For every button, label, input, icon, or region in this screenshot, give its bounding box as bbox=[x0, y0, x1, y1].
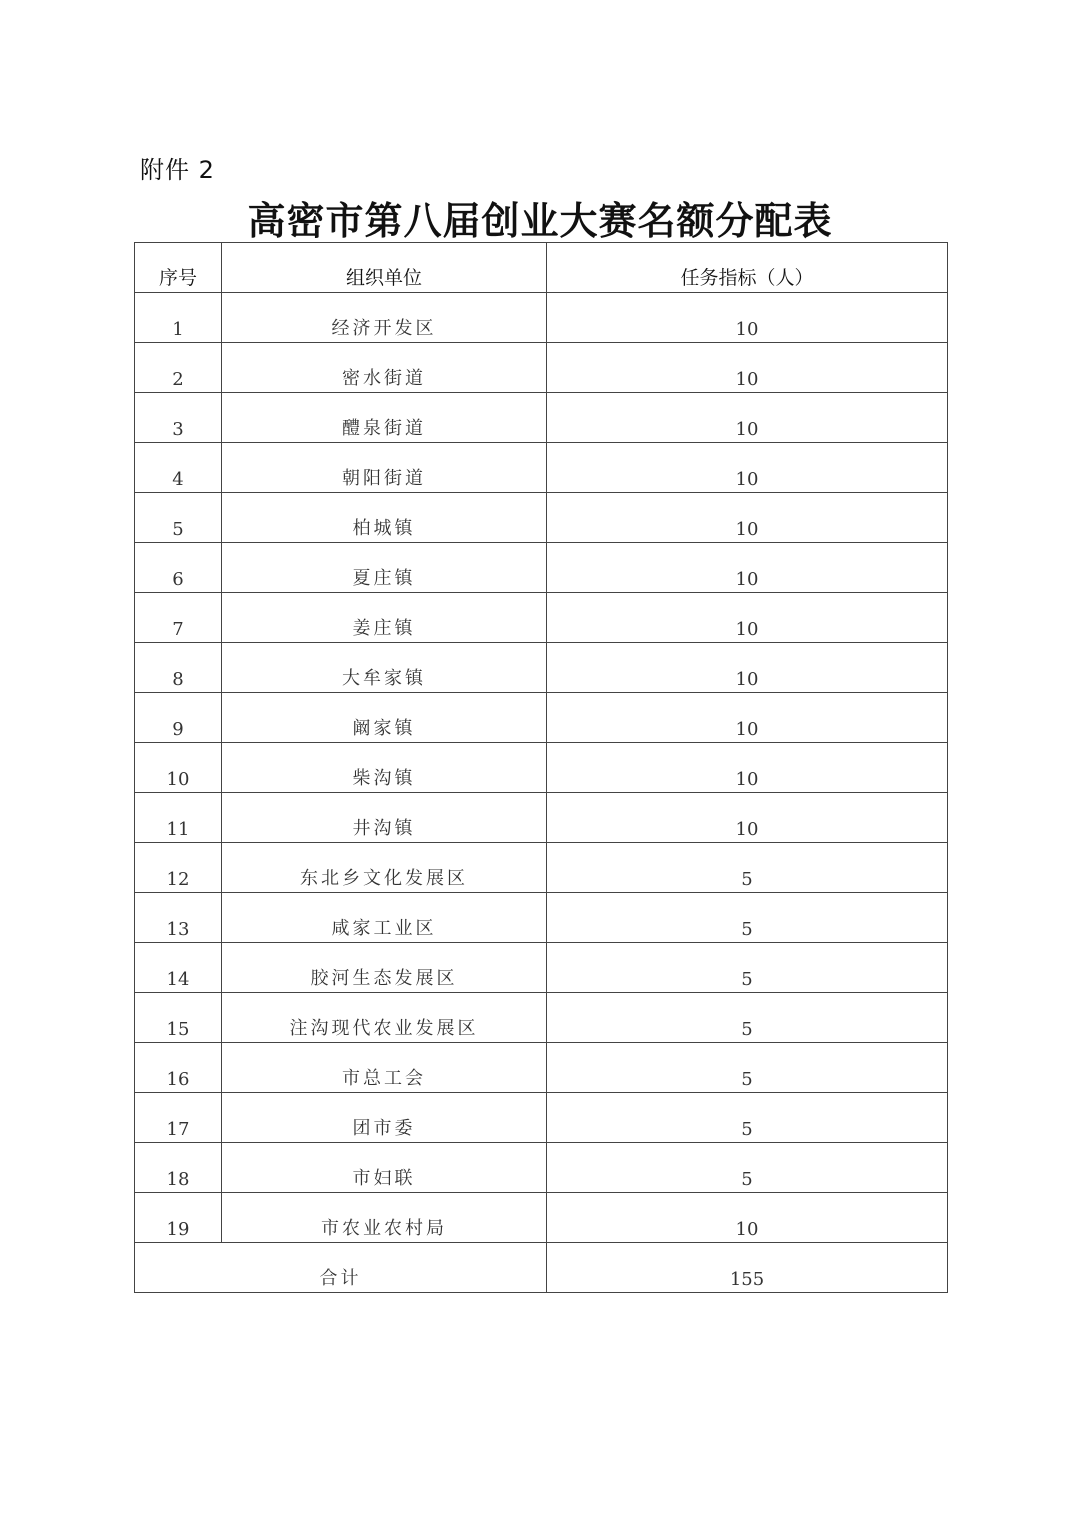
table-row bbox=[135, 893, 948, 943]
row-unit: 团市委 bbox=[222, 1093, 547, 1143]
row-unit: 胶河生态发展区 bbox=[222, 943, 547, 993]
table-row bbox=[135, 1043, 948, 1093]
row-unit: 东北乡文化发展区 bbox=[222, 843, 547, 893]
column-header-unit: 组织单位 bbox=[222, 243, 547, 293]
total-quota: 155 bbox=[547, 1243, 948, 1293]
table-row bbox=[135, 293, 948, 343]
row-index: 18 bbox=[135, 1143, 222, 1193]
row-unit: 醴泉街道 bbox=[222, 393, 547, 443]
table-row bbox=[135, 343, 948, 393]
row-index: 2 bbox=[135, 343, 222, 393]
table-header-row bbox=[135, 243, 948, 293]
row-index: 9 bbox=[135, 693, 222, 743]
row-quota: 10 bbox=[547, 443, 948, 493]
row-unit: 井沟镇 bbox=[222, 793, 547, 843]
table-row bbox=[135, 543, 948, 593]
row-quota: 5 bbox=[547, 993, 948, 1043]
attachment-label: 附件 2 bbox=[140, 156, 215, 184]
row-quota: 10 bbox=[547, 1193, 948, 1243]
row-quota: 10 bbox=[547, 493, 948, 543]
total-row bbox=[135, 1243, 948, 1293]
row-quota: 10 bbox=[547, 343, 948, 393]
row-index: 19 bbox=[135, 1193, 222, 1243]
row-quota: 5 bbox=[547, 1093, 948, 1143]
column-header-index: 序号 bbox=[135, 243, 222, 293]
table-row bbox=[135, 1093, 948, 1143]
table-row bbox=[135, 943, 948, 993]
row-index: 17 bbox=[135, 1093, 222, 1143]
row-quota: 5 bbox=[547, 893, 948, 943]
row-unit: 柴沟镇 bbox=[222, 743, 547, 793]
table-row bbox=[135, 1193, 948, 1243]
table-row bbox=[135, 743, 948, 793]
row-index: 15 bbox=[135, 993, 222, 1043]
row-index: 5 bbox=[135, 493, 222, 543]
row-index: 4 bbox=[135, 443, 222, 493]
row-index: 8 bbox=[135, 643, 222, 693]
table-row bbox=[135, 393, 948, 443]
row-unit: 咸家工业区 bbox=[222, 893, 547, 943]
row-quota: 10 bbox=[547, 393, 948, 443]
row-quota: 10 bbox=[547, 743, 948, 793]
row-quota: 5 bbox=[547, 1143, 948, 1193]
row-unit: 夏庄镇 bbox=[222, 543, 547, 593]
row-unit: 柏城镇 bbox=[222, 493, 547, 543]
table-row bbox=[135, 843, 948, 893]
row-unit: 姜庄镇 bbox=[222, 593, 547, 643]
row-index: 1 bbox=[135, 293, 222, 343]
table-row bbox=[135, 793, 948, 843]
table-row bbox=[135, 593, 948, 643]
table-row bbox=[135, 1143, 948, 1193]
row-quota: 10 bbox=[547, 543, 948, 593]
row-quota: 5 bbox=[547, 1043, 948, 1093]
row-unit: 密水街道 bbox=[222, 343, 547, 393]
row-unit: 朝阳街道 bbox=[222, 443, 547, 493]
row-unit: 市总工会 bbox=[222, 1043, 547, 1093]
row-quota: 5 bbox=[547, 943, 948, 993]
row-index: 12 bbox=[135, 843, 222, 893]
column-header-quota: 任务指标（人） bbox=[547, 243, 948, 293]
row-quota: 10 bbox=[547, 693, 948, 743]
table-row bbox=[135, 993, 948, 1043]
row-index: 6 bbox=[135, 543, 222, 593]
page-title: 高密市第八届创业大赛名额分配表 bbox=[247, 198, 833, 243]
row-index: 14 bbox=[135, 943, 222, 993]
row-unit: 市妇联 bbox=[222, 1143, 547, 1193]
row-quota: 10 bbox=[547, 643, 948, 693]
row-index: 3 bbox=[135, 393, 222, 443]
row-unit: 大牟家镇 bbox=[222, 643, 547, 693]
table-row bbox=[135, 643, 948, 693]
table-row bbox=[135, 493, 948, 543]
row-index: 11 bbox=[135, 793, 222, 843]
table-row bbox=[135, 443, 948, 493]
row-unit: 注沟现代农业发展区 bbox=[222, 993, 547, 1043]
row-index: 13 bbox=[135, 893, 222, 943]
quota-table bbox=[134, 242, 948, 1293]
row-unit: 阚家镇 bbox=[222, 693, 547, 743]
row-quota: 10 bbox=[547, 593, 948, 643]
row-quota: 10 bbox=[547, 293, 948, 343]
table-row bbox=[135, 693, 948, 743]
total-label: 合计 bbox=[135, 1243, 547, 1293]
row-index: 7 bbox=[135, 593, 222, 643]
row-index: 16 bbox=[135, 1043, 222, 1093]
row-unit: 经济开发区 bbox=[222, 293, 547, 343]
row-quota: 10 bbox=[547, 793, 948, 843]
row-index: 10 bbox=[135, 743, 222, 793]
row-quota: 5 bbox=[547, 843, 948, 893]
row-unit: 市农业农村局 bbox=[222, 1193, 547, 1243]
